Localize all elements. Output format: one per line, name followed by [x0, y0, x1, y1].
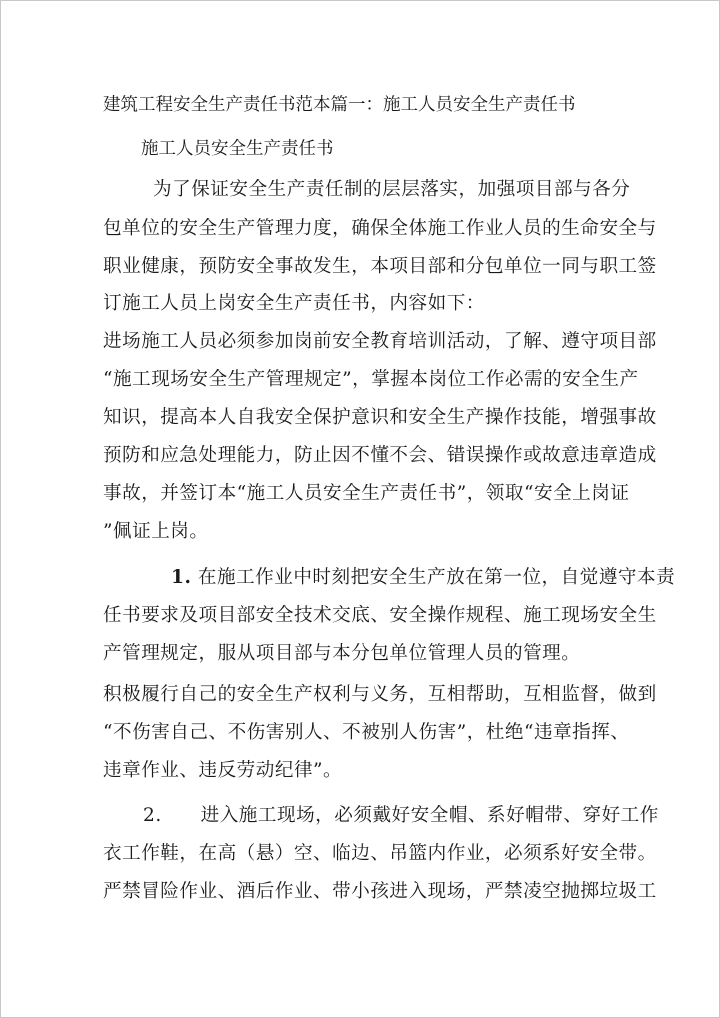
entry-line-1: 进场施工人员必须参加岗前安全教育培训活动，了解、遵守项目部	[103, 331, 657, 352]
entry-line-2: “施工现场安全生产管理规定”，掌握本岗位工作必需的安全生产	[103, 369, 639, 390]
item1-line-2: 任书要求及项目部安全技术交底、安全操作规程、施工现场安全生	[103, 605, 657, 626]
entry-line-5: 事故，并签订本“施工人员安全生产责任书”，领取“安全上岗证	[103, 483, 630, 504]
duty-line-3: 违章作业、违反劳动纪律”。	[103, 760, 343, 781]
intro-line-2: 包单位的安全生产管理力度，确保全体施工作业人员的生命安全与	[103, 218, 657, 239]
item2-number: 2.	[143, 805, 162, 826]
item1-first-line	[171, 566, 675, 590]
intro-line-3: 职业健康，预防安全事故发生，本项目部和分包单位一同与职工签	[103, 256, 657, 277]
intro-line-1: 为了保证安全生产责任制的层层落实，加强项目部与各分	[153, 179, 631, 200]
document-subtitle: 施工人员安全生产责任书	[141, 139, 334, 159]
item1-number: 1.	[171, 567, 192, 588]
item2-first-line	[143, 804, 659, 828]
entry-line-6: ”佩证上岗。	[103, 521, 209, 542]
item2-line-3: 严禁冒险作业、酒后作业、带小孩进入现场，严禁凌空抛掷垃圾工	[103, 881, 657, 902]
item2-line-2: 衣工作鞋，在高（悬）空、临边、吊篮内作业，必须系好安全带。	[103, 843, 657, 864]
item1-line-3: 产管理规定，服从项目部与本分包单位管理人员的管理。	[103, 643, 581, 664]
duty-line-1: 积极履行自己的安全生产权利与义务，互相帮助，互相监督，做到	[103, 684, 657, 705]
item2-text: 进入施工现场，必须戴好安全帽、系好帽带、穿好工作	[200, 805, 659, 826]
item1-text: 在施工作业中时刻把安全生产放在第一位，自觉遵守本责	[197, 567, 676, 588]
document-title: 建筑工程安全生产责任书范本篇一：施工人员安全生产责任书	[103, 95, 576, 115]
intro-line-4: 订施工人员上岗安全生产责任书，内容如下：	[103, 293, 485, 314]
entry-line-3: 知识，提高本人自我安全保护意识和安全生产操作技能，增强事故	[103, 407, 657, 428]
duty-line-2: “不伤害自己、不伤害别人、不被别人伤害”，杜绝“违章指挥、	[103, 722, 630, 743]
entry-line-4: 预防和应急处理能力，防止因不懂不会、错误操作或故意违章造成	[103, 445, 657, 466]
